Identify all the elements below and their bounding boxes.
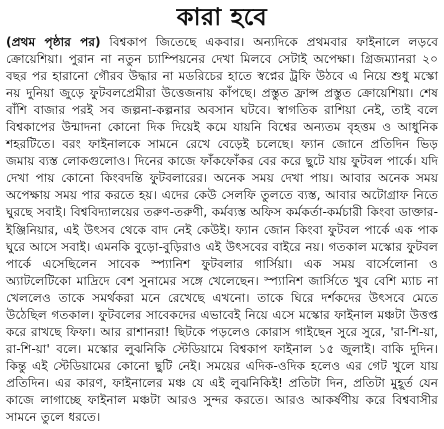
- article-continuation-label: (প্রথম পৃষ্ঠার পর): [6, 35, 101, 49]
- article-body-text: বিশ্বকাপ জিতেছে একবার। অন্যদিকে প্রথমবার ফাইনালে লড়বে ক্রোয়েশিয়া। পুরান না নতুন চ্যাম্পিয়নের দেখা মিলবে সেটাই অপেক্ষা। গ্রিজম্যানরা ২০ বছর পর হারানো গৌরব উদ্ধার না মডরিচের হাতে স্বপ্নের ট্রফি উঠবে এ নিয়ে শুধু মস্কো নয় দুনিয়া জুড়ে ফুটবলপ্রেমীরা উত্তেজনায় কাঁপছে। প্রস্তুত ফ্রান্স প্রস্তুত ক্রোয়েশিয়া। শেষ বাঁশি বাজার পরই সব জল্পনা-কল্পনার অবসান ঘটবে। স্বাগতিক রাশিয়া নেই, তাই বলে বিশ্বকাপের উন্মাদনা কোনো দিক দিয়েই কমে যায়নি বিশ্বের অন্যতম বৃহত্তম ও আধুনিক শহরটিতে। বরং ফাইনালকে সামনে রেখে বেড়েই চলেছে। ফ্যান জোনে প্রতিদিন ভিড় জমায় ব্যস্ত লোকগুলোও। দিনের কাজে ফাঁকফোঁকর বের করে ছুটে যায় ফুটবল পার্কে। যদি দেখা পায় কোনো কিংবদন্তি ফুটবলারের। অনেক সময় দেখা পায়। আবার অনেক সময় অপেক্ষায় সময় পার করতে হয়। এদের কেউ সেলফি তুলতে ব্যস্ত, আবার অটোগ্রাফ নিতে ঘুরছে সবাই। বিশ্ববিদ্যালয়ের তরুণ-তরুণী, কর্মব্যস্ত অফিস কর্মকর্তা-কর্মচারী কিংবা ডাক্তার-ইঞ্জিনিয়ার, এই উৎসব থেকে বাদ নেই কেউই। ফ্যান জোন কিংবা ফুটবল পার্কে এক পাক ঘুরে আসে সবাই। এমনকি বুড়ো-বুড়িরাও এই উৎসবের বাইরে নয়। গতকাল মস্কোর ফুটবল পার্কে এসেছিলেন সাবেক স্প্যানিশ ফুটবলার গার্সিয়া। এক সময় বার্সেলোনা ও অ্যাটলেটিকো মাদ্রিদে বেশ সুনামের সঙ্গে খেলেছেন। স্প্যানিশ জার্সিতে খুব বেশি ম্যাচ না খেললেও তাকে সমর্থকরা মনে রেখেছে এখনো। তাকে ঘিরে দর্শকদের উৎসবে মেতে উঠেছিল গতকাল। ফুটবলের সাবেকদের এভাবেই নিয়ে এসে মস্কোর ফাইনাল মঞ্চটা উত্তপ্ত করে রাখছে ফিফা। আর রাশানরা! ছিটকে পড়লেও কোরাস গাইছেন সুরে সুরে, 'রা-শি-য়া, রা-শি-য়া' বলে। মস্কোর লুঝনিকি স্টেডিয়ামে বিশ্বকাপ ফাইনাল ১৫ জুলাই। বাকি দুদিন। কিন্তু এই স্টেডিয়ামের কোনো ছুটি নেই। সময়ের এদিক-ওদিক হলেও এর গেট খুলে যায় প্রতিদিন। এর কারণ, ফাইনালের মঞ্চ যে এই লুঝনিকিই! প্রতিটা দিন, প্রতিটা মুহূর্ত যেন কাজে লাগাচ্ছে ফাইনাল মঞ্চটা আরও সুন্দর করতে। আরও আকর্ষণীয় করে বিশ্ববাসীর সামনে তুলে ধরতে।: [6, 35, 439, 425]
- article-body: [6, 34, 438, 426]
- article-headline: কারা হবে: [176, 3, 268, 31]
